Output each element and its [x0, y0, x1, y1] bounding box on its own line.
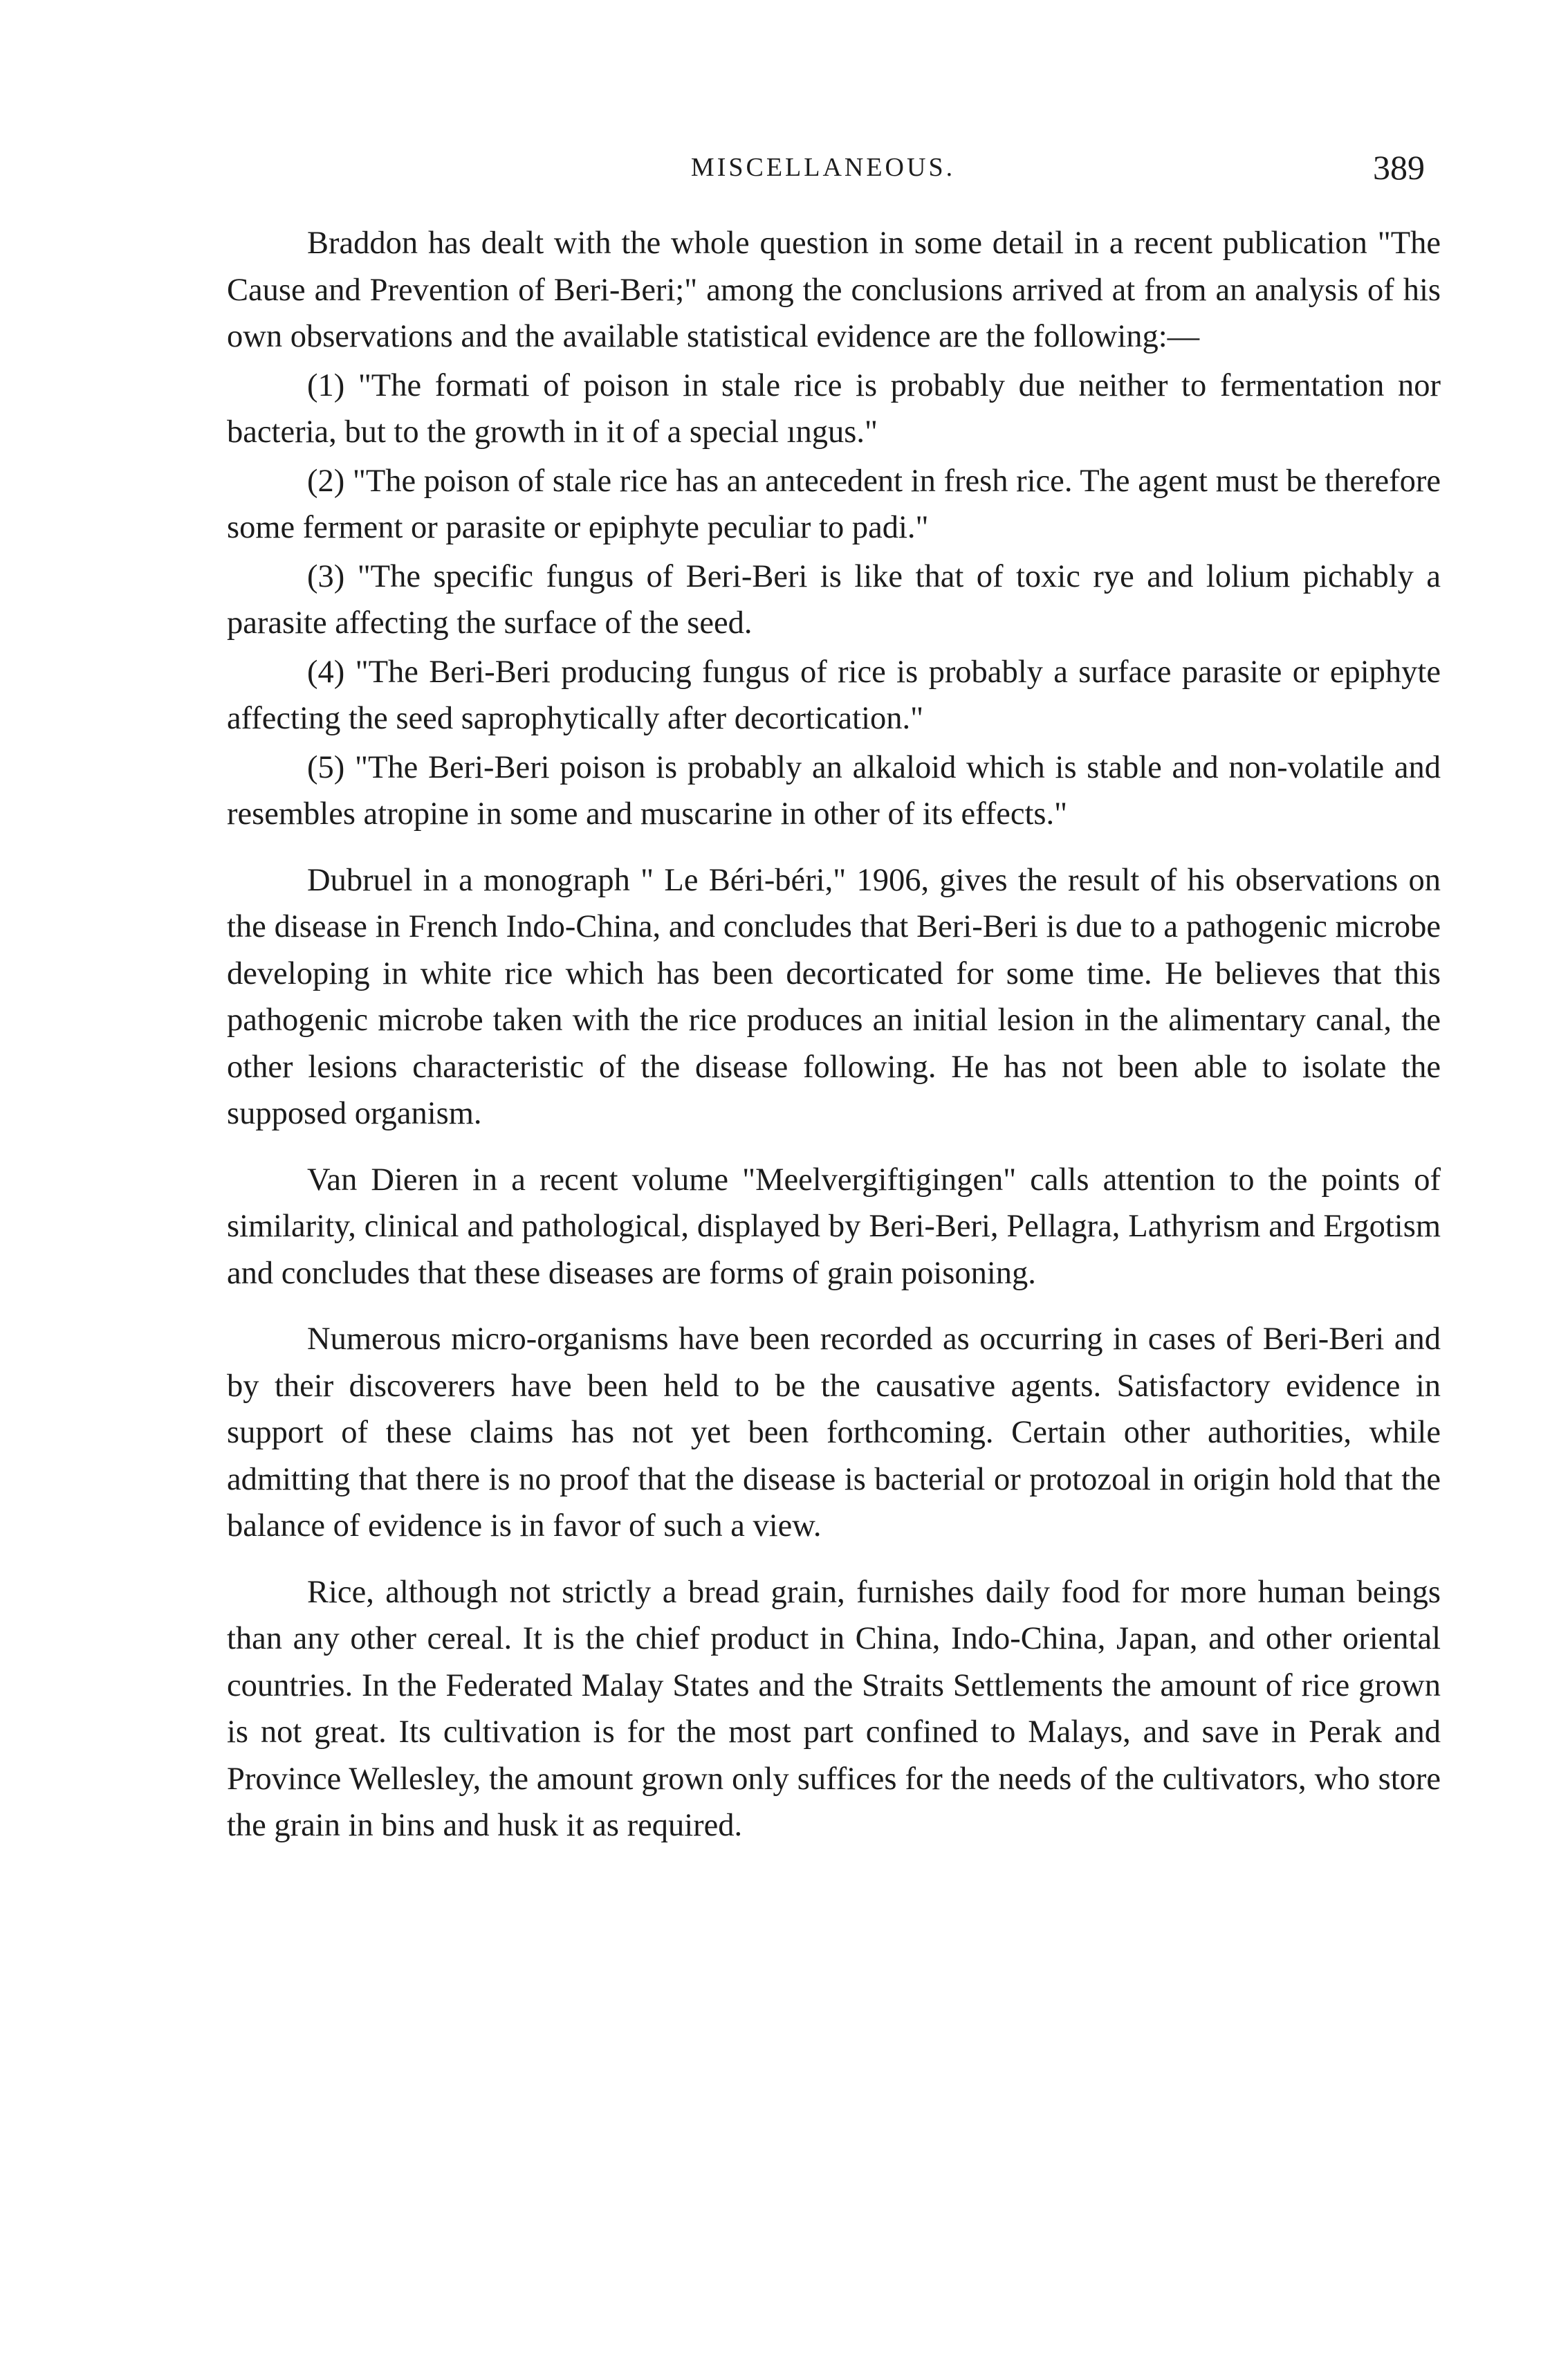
- conclusion-item-4: (4) "The Beri-Beri producing fungus of rice is probably a surface parasite or epiphyte affecting the seed saprophytically after decortication.": [227, 654, 1441, 736]
- paragraph-rice: Rice, although not strictly a bread grain, furnishes daily food for more human beings than any other cereal. It is the chief product in China, Indo-China, Japan, and other oriental countries. In the Federated Malay States and the Straits Settlements the amount of rice grown is not great. Its cultivation is for the most part confined to Malays, and save in Perak and Province Wellesley, the amount grown only suffices for the needs of the cultivators, who store the grain in bins and husk it as required.: [227, 1574, 1441, 1843]
- conclusion-item-5: (5) "The Beri-Beri poison is probably an alkaloid which is stable and non-volatile and resembles atropine in some and muscarine in other of its effects.": [227, 749, 1441, 832]
- body-text: [227, 220, 1441, 1849]
- page-number: 389: [1373, 148, 1425, 187]
- conclusion-item-3: (3) "The specific fungus of Beri-Beri is like that of toxic rye and lolium pichably a parasite affecting the surface of the seed.: [227, 558, 1441, 641]
- paragraph-micro-organisms: Numerous micro-organisms have been recorded as occurring in cases of Beri-Beri and by their discoverers have been held to be the causative agents. Satisfactory evidence in support of these claims has not yet been forthcoming. Certain other authorities, while admitting that there is no proof that the disease is bacterial or protozoal in origin hold that the balance of evidence is in favor of such a view.: [227, 1321, 1441, 1544]
- page-header: [221, 147, 1425, 202]
- paragraph-dubruel: Dubruel in a monograph " Le Béri-béri," 1906, gives the result of his observations on the disease in French Indo-China, and concludes that Beri-Beri is due to a pathogenic microbe developing in white rice which has been decorticated for some time. He believes that this pathogenic microbe taken with the rice produces an initial lesion in the alimentary canal, the other lesions characteristic of the disease following. He has not been able to isolate the supposed organism.: [227, 862, 1441, 1131]
- conclusion-item-2: (2) "The poison of stale rice has an antecedent in fresh rice. The agent must be therefore some ferment or parasite or epiphyte peculiar to padi.": [227, 463, 1441, 545]
- conclusion-item-1: (1) "The formati of poison in stale rice is probably due neither to fermentation nor bacteria, but to the growth in it of a special ıngus.": [227, 367, 1441, 450]
- paragraph-van-dieren: Van Dieren in a recent volume "Meelvergiftigingen" calls attention to the points of similarity, clinical and pathological, displayed by Beri-Beri, Pellagra, Lathyrism and Ergotism and concludes that these diseases are forms of grain poisoning.: [227, 1162, 1441, 1291]
- running-head: MISCELLANEOUS.: [690, 153, 956, 182]
- paragraph-braddon: Braddon has dealt with the whole question in some detail in a recent publication "The Cause and Prevention of Beri-Beri;" among the conclusions arrived at from an analysis of his own observations and the available statistical evidence are the following:—: [227, 226, 1441, 354]
